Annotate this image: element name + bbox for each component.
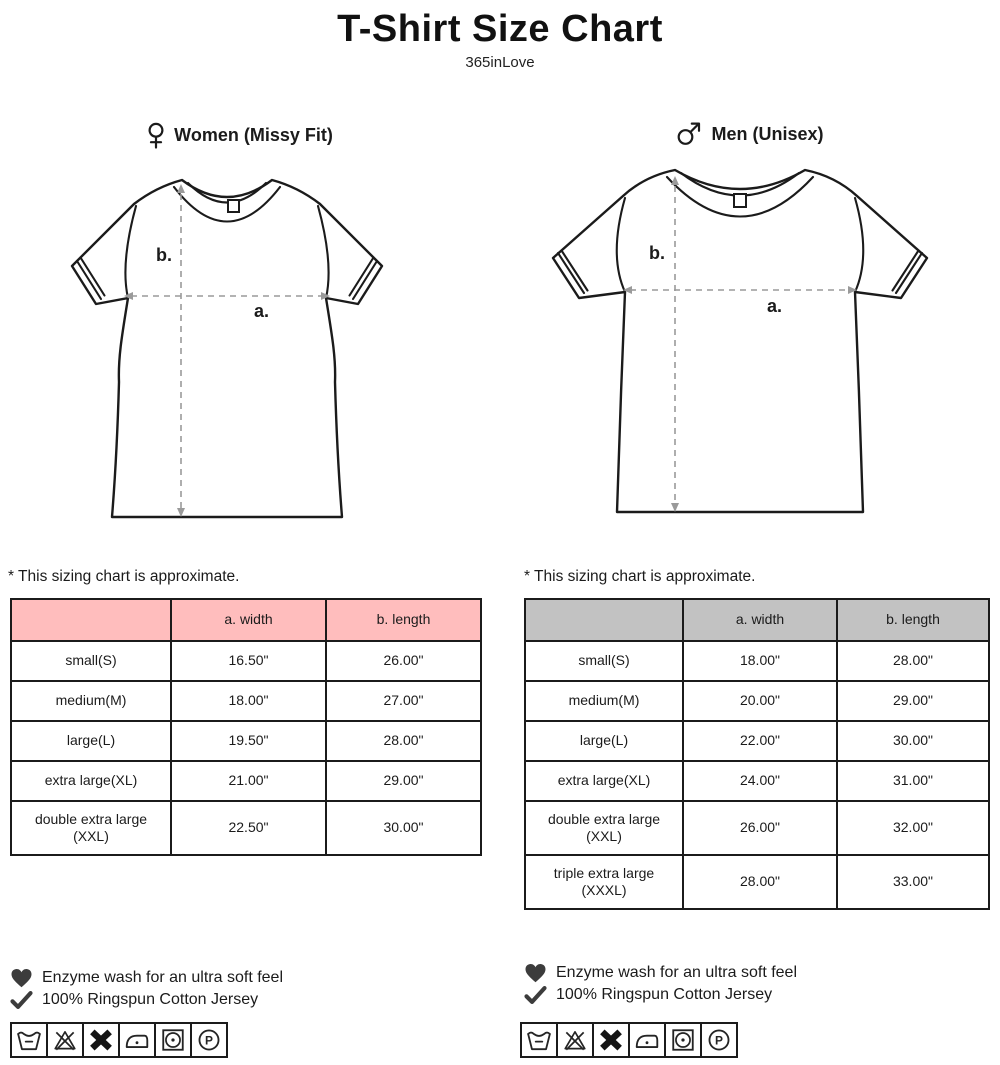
men-table-header-row bbox=[525, 599, 989, 641]
length-cell: 33.00" bbox=[837, 855, 989, 909]
size-cell: extra large(XL) bbox=[525, 761, 683, 801]
heart-icon bbox=[10, 968, 33, 988]
length-cell: 29.00" bbox=[837, 681, 989, 721]
page-header bbox=[0, 8, 1000, 71]
men-shirt-outline bbox=[553, 170, 927, 512]
women-width-label: a. bbox=[254, 301, 270, 321]
women-table-header-row bbox=[11, 599, 481, 641]
width-cell: 20.00" bbox=[683, 681, 837, 721]
men-length-label: b. bbox=[649, 243, 665, 263]
do-not-tumble-dry-icon bbox=[82, 1022, 120, 1058]
table-row bbox=[525, 801, 989, 855]
table-row bbox=[11, 681, 481, 721]
width-cell: 21.00" bbox=[171, 761, 326, 801]
length-cell: 31.00" bbox=[837, 761, 989, 801]
dry-clean-p-icon bbox=[700, 1022, 738, 1058]
women-col-header-length: b. length bbox=[326, 599, 481, 641]
heart-icon bbox=[524, 963, 547, 983]
page-title: T-Shirt Size Chart bbox=[337, 8, 663, 50]
length-cell: 28.00" bbox=[326, 721, 481, 761]
women-length-label: b. bbox=[156, 245, 172, 265]
men-size-table bbox=[524, 598, 990, 910]
size-cell: large(L) bbox=[11, 721, 171, 761]
women-col-header-size bbox=[11, 599, 171, 641]
size-cell: small(S) bbox=[525, 641, 683, 681]
table-row bbox=[525, 761, 989, 801]
do-not-bleach-icon bbox=[556, 1022, 594, 1058]
length-cell: 32.00" bbox=[837, 801, 989, 855]
size-cell: extra large(XL) bbox=[11, 761, 171, 801]
women-sizing-note: * This sizing chart is approximate. bbox=[8, 568, 240, 585]
men-width-label: a. bbox=[767, 296, 783, 316]
table-row bbox=[525, 855, 989, 909]
width-cell: 16.50" bbox=[171, 641, 326, 681]
female-icon bbox=[147, 122, 165, 149]
women-size-table bbox=[10, 598, 482, 856]
men-col-header-size bbox=[525, 599, 683, 641]
women-shirt-neck-label bbox=[228, 200, 239, 212]
feature-item bbox=[10, 991, 283, 1009]
size-cell: medium(M) bbox=[11, 681, 171, 721]
check-icon bbox=[10, 991, 33, 1009]
iron-icon bbox=[118, 1022, 156, 1058]
size-cell: large(L) bbox=[525, 721, 683, 761]
table-row bbox=[525, 721, 989, 761]
size-cell: small(S) bbox=[11, 641, 171, 681]
width-cell: 22.50" bbox=[171, 801, 326, 855]
table-row bbox=[525, 681, 989, 721]
tumble-dry-icon bbox=[664, 1022, 702, 1058]
width-cell: 18.00" bbox=[683, 641, 837, 681]
men-features bbox=[524, 963, 797, 1004]
size-cell: double extra large (XXL) bbox=[11, 801, 171, 855]
table-row bbox=[525, 641, 989, 681]
width-cell: 26.00" bbox=[683, 801, 837, 855]
feature-item bbox=[524, 963, 797, 983]
check-icon bbox=[524, 986, 547, 1004]
width-cell: 24.00" bbox=[683, 761, 837, 801]
table-row bbox=[11, 761, 481, 801]
men-section-heading bbox=[510, 122, 990, 147]
feature-soft-text: Enzyme wash for an ultra soft feel bbox=[42, 969, 283, 986]
men-heading-label: Men (Unisex) bbox=[711, 124, 824, 144]
men-shirt-neck-label bbox=[734, 194, 746, 207]
men-col-header-length: b. length bbox=[837, 599, 989, 641]
machine-wash-icon bbox=[10, 1022, 48, 1058]
table-row bbox=[11, 801, 481, 855]
feature-cotton-text: 100% Ringspun Cotton Jersey bbox=[556, 986, 773, 1003]
length-cell: 26.00" bbox=[326, 641, 481, 681]
iron-icon bbox=[628, 1022, 666, 1058]
feature-item bbox=[524, 986, 797, 1004]
length-cell: 30.00" bbox=[837, 721, 989, 761]
width-cell: 22.00" bbox=[683, 721, 837, 761]
men-sizing-note: * This sizing chart is approximate. bbox=[524, 568, 756, 585]
do-not-tumble-dry-icon bbox=[592, 1022, 630, 1058]
length-cell: 30.00" bbox=[326, 801, 481, 855]
women-section-heading bbox=[0, 122, 480, 149]
women-heading-label: Women (Missy Fit) bbox=[174, 125, 333, 145]
men-col-header-width: a. width bbox=[683, 599, 837, 641]
size-cell: triple extra large (XXXL) bbox=[525, 855, 683, 909]
table-row bbox=[11, 641, 481, 681]
women-shirt-diagram bbox=[62, 170, 392, 540]
width-cell: 19.50" bbox=[171, 721, 326, 761]
tumble-dry-icon bbox=[154, 1022, 192, 1058]
do-not-bleach-icon bbox=[46, 1022, 84, 1058]
size-cell: medium(M) bbox=[525, 681, 683, 721]
width-cell: 18.00" bbox=[171, 681, 326, 721]
women-features bbox=[10, 968, 283, 1009]
dry-clean-p-icon bbox=[190, 1022, 228, 1058]
length-cell: 27.00" bbox=[326, 681, 481, 721]
width-cell: 28.00" bbox=[683, 855, 837, 909]
svg-text:P: P bbox=[205, 1033, 213, 1048]
feature-soft-text: Enzyme wash for an ultra soft feel bbox=[556, 964, 797, 981]
men-shirt-diagram bbox=[545, 160, 945, 540]
table-row bbox=[11, 721, 481, 761]
women-care-symbols bbox=[10, 1022, 228, 1058]
feature-item bbox=[10, 968, 283, 988]
women-col-header-width: a. width bbox=[171, 599, 326, 641]
svg-text:P: P bbox=[715, 1033, 723, 1048]
length-cell: 29.00" bbox=[326, 761, 481, 801]
size-cell: double extra large (XXL) bbox=[525, 801, 683, 855]
page-subtitle: 365inLove bbox=[465, 54, 535, 71]
men-care-symbols bbox=[520, 1022, 738, 1058]
feature-cotton-text: 100% Ringspun Cotton Jersey bbox=[42, 991, 259, 1008]
machine-wash-icon bbox=[520, 1022, 558, 1058]
length-cell: 28.00" bbox=[837, 641, 989, 681]
male-icon bbox=[676, 122, 702, 147]
women-shirt-outline bbox=[72, 180, 382, 517]
